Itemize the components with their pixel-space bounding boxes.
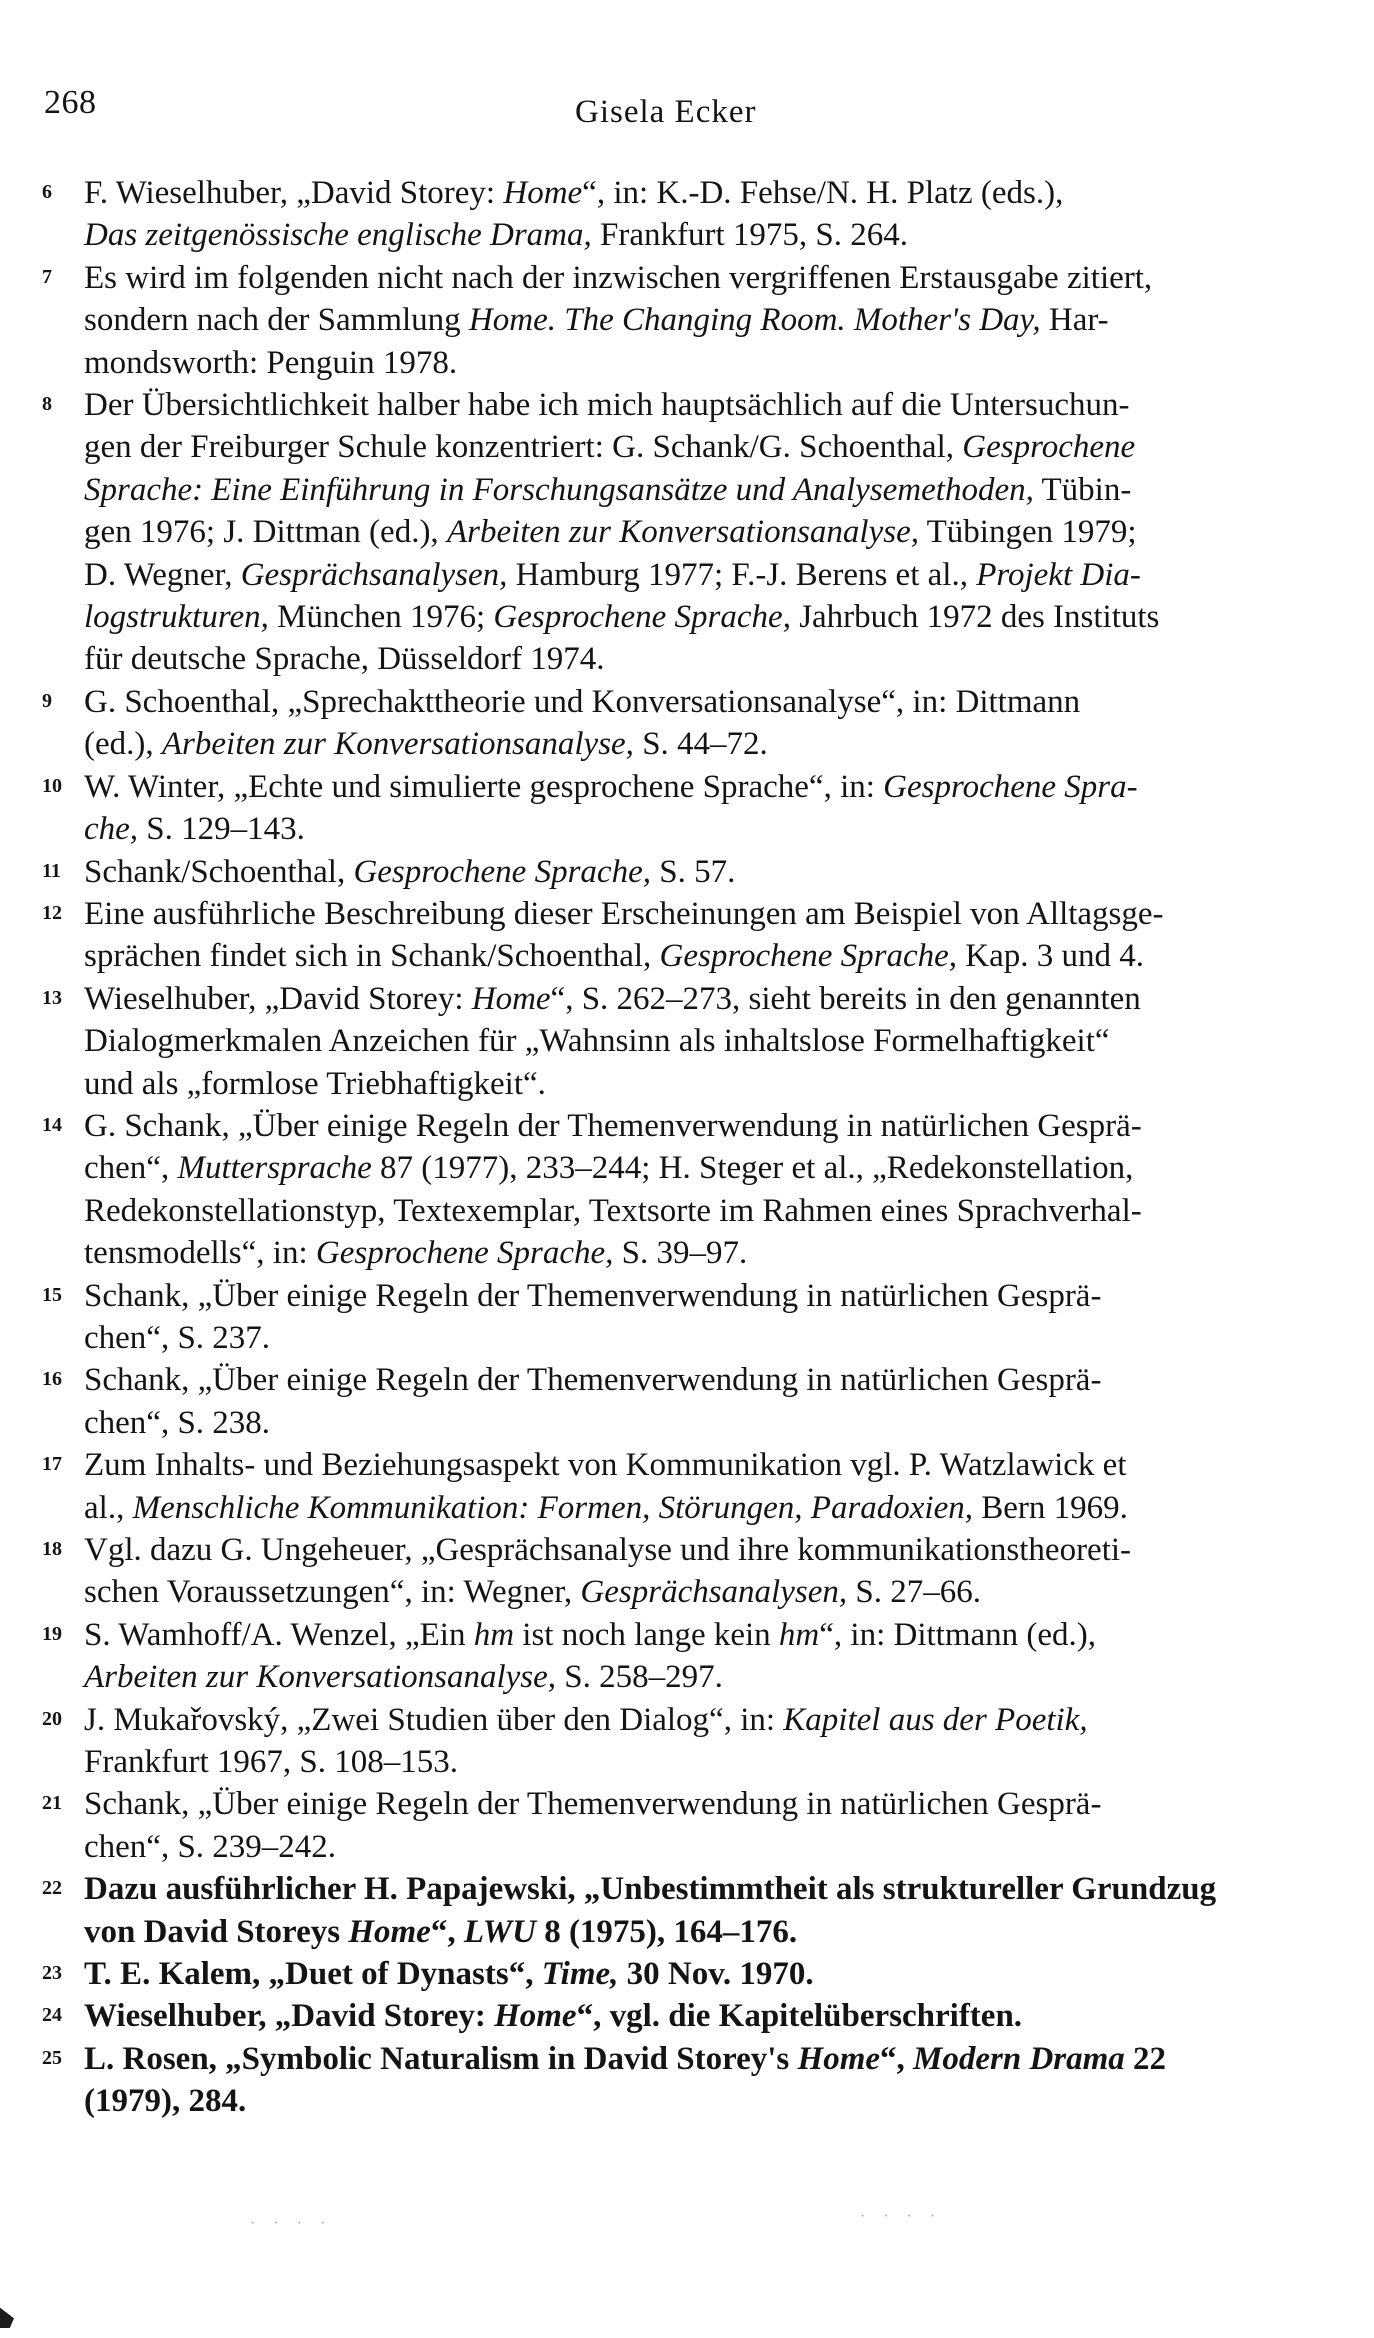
- footnote-line: Zum Inhalts- und Beziehungsaspekt von Kommunikation vgl. P. Watzlawick et: [84, 1447, 1127, 1484]
- footnote-line: schen Voraussetzungen“, in: Wegner, Gesprächsanalysen, S. 27–66.: [84, 1574, 981, 1611]
- footnote-line: Der Übersichtlichkeit halber habe ich mich hauptsächlich auf die Untersuchun-: [84, 387, 1130, 424]
- page-number: 268: [44, 84, 97, 121]
- footnote-line: F. Wieselhuber, „David Storey: Home“, in: K.-D. Fehse/N. H. Platz (eds.),: [84, 175, 1064, 211]
- footnote-line: tensmodells“, in: Gesprochene Sprache, S. 39–97.: [84, 1235, 748, 1272]
- footnote-line: sondern nach der Sammlung Home. The Changing Room. Mother's Day, Har-: [84, 302, 1109, 339]
- footnote-line: Wieselhuber, „David Storey: Home“, S. 262–273, sieht bereits in den genannten: [84, 980, 1141, 1017]
- footnote-number: 22: [42, 1877, 62, 1900]
- footnote-number: 10: [42, 774, 62, 797]
- footnote-14: [30, 1105, 1330, 1275]
- footnote-line: G. Schank, „Über einige Regeln der Themenverwendung in natürlichen Gesprä-: [84, 1107, 1142, 1144]
- footnote-8: [30, 384, 1330, 681]
- footnote-line: Frankfurt 1967, S. 108–153.: [84, 1744, 458, 1781]
- footnote-21: [30, 1783, 1330, 1868]
- footnote-line: Schank/Schoenthal, Gesprochene Sprache, S. 57.: [84, 853, 736, 890]
- footnote-23: [30, 1953, 1330, 1995]
- footnote-line: S. Wamhoff/A. Wenzel, „Ein hm ist noch lange kein hm“, in: Dittmann (ed.),: [84, 1616, 1097, 1653]
- footnote-line: Das zeitgenössische englische Drama, Frankfurt 1975, S. 264.: [84, 217, 909, 254]
- footnote-line: (ed.), Arbeiten zur Konversationsanalyse, S. 44–72.: [84, 726, 768, 763]
- footnote-13: [30, 978, 1330, 1105]
- footnote-number: 14: [42, 1113, 62, 1136]
- scan-specks: · · · ·: [250, 2215, 333, 2232]
- footnote-line: Eine ausführliche Beschreibung dieser Erscheinungen am Beispiel von Alltagsge-: [84, 895, 1164, 932]
- footnote-number: 17: [42, 1453, 62, 1476]
- footnote-line: Schank, „Über einige Regeln der Themenverwendung in natürlichen Gesprä-: [84, 1277, 1102, 1314]
- footnote-15: [30, 1275, 1330, 1360]
- scan-corner-mark: [0, 2304, 14, 2328]
- footnote-line: Vgl. dazu G. Ungeheuer, „Gesprächsanalyse und ihre kommunikationstheoreti-: [84, 1532, 1132, 1568]
- footnote-number: 21: [42, 1792, 62, 1815]
- footnote-9: [30, 681, 1330, 766]
- footnote-number: 25: [42, 2046, 62, 2069]
- footnote-line: Dialogmerkmalen Anzeichen für „Wahnsinn als inhaltslose Formelhaftigkeit“: [84, 1023, 1110, 1060]
- footnote-number: 23: [42, 1962, 62, 1985]
- footnote-19: [30, 1614, 1330, 1699]
- footnote-number: 24: [42, 2004, 62, 2027]
- footnote-number: 9: [42, 689, 52, 712]
- footnote-number: 7: [42, 265, 52, 288]
- footnote-line: logstrukturen, München 1976; Gesprochene Sprache, Jahrbuch 1972 des Instituts: [84, 599, 1160, 636]
- footnote-number: 11: [42, 859, 61, 882]
- footnote-number: 20: [42, 1707, 62, 1730]
- footnote-20: [30, 1699, 1330, 1784]
- footnote-line: chen“, Muttersprache 87 (1977), 233–244; H. Steger et al., „Redekonstellation,: [84, 1150, 1134, 1187]
- footnote-line: T. E. Kalem, „Duet of Dynasts“, Time, 30 Nov. 1970.: [84, 1956, 814, 1993]
- footnote-17: [30, 1444, 1330, 1529]
- footnote-line: L. Rosen, „Symbolic Naturalism in David Storey's Home“, Modern Drama 22: [84, 2040, 1167, 2077]
- footnote-line: al., Menschliche Kommunikation: Formen, Störungen, Paradoxien, Bern 1969.: [84, 1489, 1128, 1526]
- footnote-line: chen“, S. 237.: [84, 1319, 271, 1356]
- footnote-line: und als „formlose Triebhaftigkeit“.: [84, 1065, 546, 1102]
- footnote-line: W. Winter, „Echte und simulierte gesprochene Sprache“, in: Gesprochene Spra-: [84, 768, 1138, 805]
- footnote-line: (1979), 284.: [84, 2083, 247, 2120]
- footnote-number: 6: [42, 181, 52, 203]
- footnote-line: chen“, S. 238.: [84, 1404, 271, 1441]
- footnote-line: G. Schoenthal, „Sprechakttheorie und Konversationsanalyse“, in: Dittmann: [84, 683, 1081, 720]
- footnote-number: 15: [42, 1283, 62, 1306]
- footnote-16: [30, 1359, 1330, 1444]
- footnote-10: [30, 766, 1330, 851]
- footnote-line: gen der Freiburger Schule konzentriert: G. Schank/G. Schoenthal, Gesprochene: [84, 429, 1136, 466]
- footnote-line: che, S. 129–143.: [84, 811, 305, 848]
- footnote-line: J. Mukařovský, „Zwei Studien über den Dialog“, in: Kapitel aus der Poetik,: [84, 1701, 1088, 1738]
- footnote-line: gen 1976; J. Dittman (ed.), Arbeiten zur Konversationsanalyse, Tübingen 1979;: [84, 514, 1137, 551]
- footnote-18: [30, 1529, 1330, 1614]
- footnote-line: sprächen findet sich in Schank/Schoenthal, Gesprochene Sprache, Kap. 3 und 4.: [84, 938, 1145, 975]
- footnote-number: 19: [42, 1622, 62, 1645]
- footnote-6: [30, 172, 1330, 257]
- footnote-11: [30, 851, 1330, 893]
- footnote-line: Schank, „Über einige Regeln der Themenverwendung in natürlichen Gesprä-: [84, 1362, 1102, 1399]
- footnote-line: Redekonstellationstyp, Textexemplar, Textsorte im Rahmen eines Sprachverhal-: [84, 1192, 1142, 1229]
- footnote-12: [30, 893, 1330, 978]
- footnote-line: Es wird im folgenden nicht nach der inzwischen vergriffenen Erstausgabe zitiert,: [84, 259, 1153, 296]
- footnote-line: Dazu ausführlicher H. Papajewski, „Unbestimmtheit als struktureller Grundzug: [84, 1871, 1217, 1908]
- footnote-line: chen“, S. 239–242.: [84, 1828, 337, 1865]
- footnote-25: [30, 2038, 1330, 2123]
- footnote-number: 18: [42, 1538, 62, 1560]
- footnote-number: 13: [42, 986, 62, 1009]
- footnote-line: Sprache: Eine Einführung in Forschungsansätze und Analysemethoden, Tübin-: [84, 471, 1132, 508]
- footnote-7: [30, 257, 1330, 384]
- footnote-line: mondsworth: Penguin 1978.: [84, 344, 458, 381]
- scan-specks: · · · ·: [860, 2208, 943, 2225]
- footnote-number: 16: [42, 1368, 62, 1391]
- footnote-24: [30, 1995, 1330, 2037]
- footnotes: [30, 172, 1330, 2123]
- running-head: Gisela Ecker: [575, 94, 757, 130]
- footnote-line: Schank, „Über einige Regeln der Themenverwendung in natürlichen Gesprä-: [84, 1786, 1102, 1823]
- footnote-line: Wieselhuber, „David Storey: Home“, vgl. die Kapitelüberschriften.: [84, 1998, 1023, 2035]
- footnote-line: D. Wegner, Gesprächsanalysen, Hamburg 1977; F.-J. Berens et al., Projekt Dia-: [84, 556, 1141, 593]
- footnote-line: Arbeiten zur Konversationsanalyse, S. 258–297.: [84, 1659, 723, 1696]
- footnote-number: 8: [42, 393, 52, 416]
- footnote-line: für deutsche Sprache, Düsseldorf 1974.: [84, 641, 605, 678]
- footnote-22: [30, 1868, 1330, 1953]
- footnote-number: 12: [42, 901, 62, 924]
- footnote-line: von David Storeys Home“, LWU 8 (1975), 164–176.: [84, 1913, 798, 1950]
